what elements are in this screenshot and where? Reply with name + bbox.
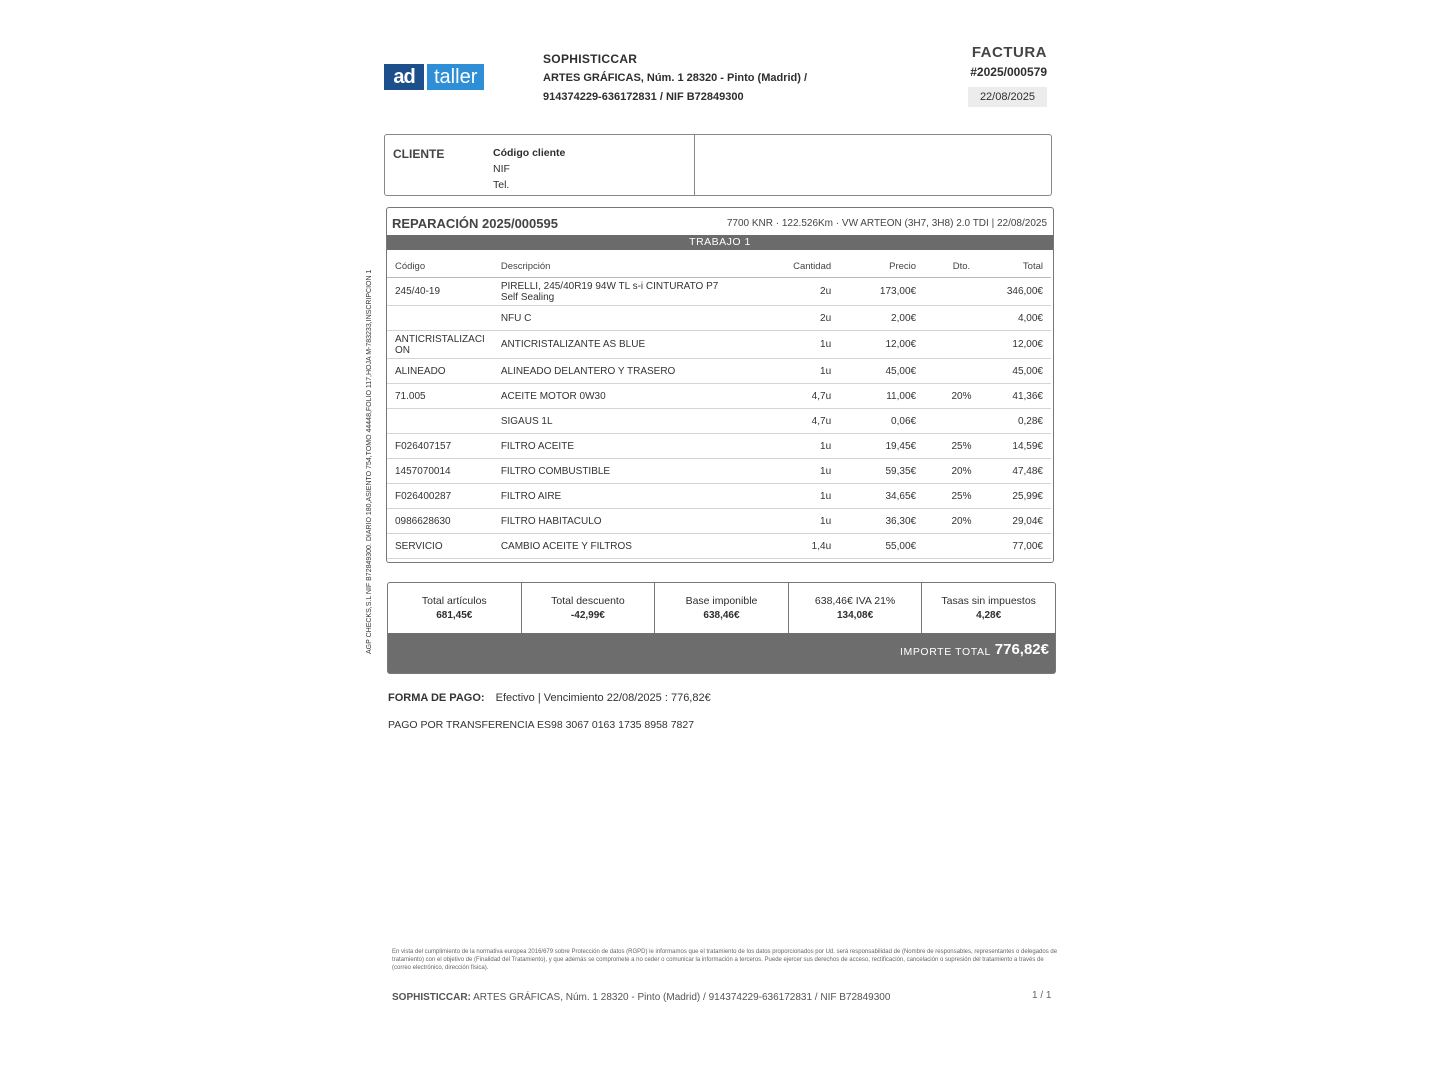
col-desc: Descripción: [493, 255, 764, 278]
item-code: ALINEADO: [387, 359, 493, 384]
item-description: PIRELLI, 245/40R19 94W TL s-i CINTURATO P7 Self Sealing: [493, 278, 764, 306]
items-table: [387, 255, 1051, 559]
footer-company: SOPHISTICCAR:: [392, 992, 471, 1003]
item-discount: 20%: [924, 509, 999, 534]
logo-taller: taller: [427, 64, 484, 90]
totals-box: [387, 582, 1056, 674]
item-quantity: 1,4u: [764, 534, 839, 559]
table-row: [387, 434, 1051, 459]
tax-base-value: 638,46€: [703, 610, 740, 621]
item-total: 45,00€: [999, 359, 1051, 384]
total-discount-label: Total descuento: [551, 595, 625, 607]
tax-base: [655, 583, 789, 633]
col-dto: Dto.: [924, 255, 999, 278]
grand-total-label: IMPORTE TOTAL: [899, 646, 991, 658]
item-price: 59,35€: [839, 459, 924, 484]
total-discount: [522, 583, 656, 633]
item-price: 0,06€: [839, 409, 924, 434]
item-price: 55,00€: [839, 534, 924, 559]
table-row: [387, 409, 1051, 434]
table-row: [387, 331, 1051, 359]
page-number: 1 / 1: [1032, 990, 1052, 1001]
item-code: [387, 409, 493, 434]
payment-due: Vencimiento 22/08/2025 : 776,82€: [543, 692, 711, 704]
item-code: 245/40-19: [387, 278, 493, 306]
iva-value: 134,08€: [837, 610, 874, 621]
tax-base-label: Base imponible: [685, 595, 758, 607]
col-qty: Cantidad: [764, 255, 839, 278]
client-nif-label: NIF: [493, 163, 510, 175]
item-discount: 25%: [924, 484, 999, 509]
total-discount-value: -42,99€: [570, 610, 605, 621]
repair-box: [386, 207, 1054, 563]
payment-label: FORMA DE PAGO:: [388, 692, 485, 704]
item-description: FILTRO ACEITE: [493, 434, 764, 459]
item-quantity: 1u: [764, 459, 839, 484]
iva-label: 638,46€ IVA 21%: [814, 595, 896, 607]
registry-text: AGP CHECKS,S.L NIF B72849300. DIARIO 180,ASIENTO 754,TOMO 44448,FOLIO 117,HOJA M-783233,INSCRIPCION 1: [366, 269, 373, 654]
item-discount: [924, 331, 999, 359]
item-total: 41,36€: [999, 384, 1051, 409]
item-discount: 25%: [924, 434, 999, 459]
item-price: 2,00€: [839, 306, 924, 331]
item-total: 346,00€: [999, 278, 1051, 306]
iva: [789, 583, 923, 633]
item-total: 14,59€: [999, 434, 1051, 459]
payment-transfer: [388, 719, 694, 731]
total-articles: [388, 583, 522, 633]
item-discount: [924, 278, 999, 306]
item-discount: [924, 306, 999, 331]
item-code: 1457070014: [387, 459, 493, 484]
item-price: 45,00€: [839, 359, 924, 384]
company-name: SOPHISTICCAR: [543, 52, 638, 66]
logo-ad: ad: [384, 64, 424, 90]
item-total: 47,48€: [999, 459, 1051, 484]
item-price: 173,00€: [839, 278, 924, 306]
item-price: 36,30€: [839, 509, 924, 534]
item-quantity: 1u: [764, 434, 839, 459]
invoice-header: [968, 44, 1047, 107]
payment-sep: |: [537, 692, 544, 704]
grand-total-bar: [388, 633, 1055, 673]
table-row: [387, 306, 1051, 331]
doc-date: 22/08/2025: [968, 87, 1047, 107]
item-total: 29,04€: [999, 509, 1051, 534]
item-quantity: 2u: [764, 278, 839, 306]
table-row: [387, 459, 1051, 484]
item-quantity: 2u: [764, 306, 839, 331]
item-code: F026407157: [387, 434, 493, 459]
item-description: FILTRO HABITACULO: [493, 509, 764, 534]
client-tel-label: Tel.: [493, 179, 510, 191]
item-discount: [924, 359, 999, 384]
footer: [392, 992, 890, 1003]
item-description: CAMBIO ACEITE Y FILTROS: [493, 534, 764, 559]
item-total: 25,99€: [999, 484, 1051, 509]
doc-number: #2025/000579: [970, 65, 1047, 79]
company-info: [543, 50, 807, 107]
company-contact: 914374229-636172831 / NIF B72849300: [543, 91, 744, 103]
tax-free-fees: [922, 583, 1055, 633]
client-box: [384, 134, 1052, 196]
item-description: FILTRO COMBUSTIBLE: [493, 459, 764, 484]
footer-address: ARTES GRÁFICAS, Núm. 1 28320 - Pinto (Madrid) / 914374229-636172831 / NIF B72849300: [473, 992, 891, 1003]
tax-free-fees-label: Tasas sin impuestos: [941, 595, 1036, 607]
item-total: 77,00€: [999, 534, 1051, 559]
client-divider: [694, 135, 695, 195]
transfer-label: PAGO POR TRANSFERENCIA: [388, 719, 535, 731]
payment-method: [388, 692, 711, 704]
item-total: 12,00€: [999, 331, 1051, 359]
item-code: ANTICRISTALIZACI ON: [387, 331, 493, 359]
client-label: CLIENTE: [393, 147, 445, 161]
item-code: [387, 306, 493, 331]
item-code: 71.005: [387, 384, 493, 409]
item-description: FILTRO AIRE: [493, 484, 764, 509]
table-row: [387, 509, 1051, 534]
tax-free-fees-value: 4,28€: [976, 610, 1002, 621]
table-row: [387, 359, 1051, 384]
item-quantity: 1u: [764, 359, 839, 384]
item-description: ALINEADO DELANTERO Y TRASERO: [493, 359, 764, 384]
item-discount: [924, 534, 999, 559]
item-quantity: 1u: [764, 484, 839, 509]
item-quantity: 1u: [764, 331, 839, 359]
company-address: ARTES GRÁFICAS, Núm. 1 28320 - Pinto (Madrid) /: [543, 72, 808, 84]
item-code: F026400287: [387, 484, 493, 509]
item-discount: 20%: [924, 384, 999, 409]
item-description: ANTICRISTALIZANTE AS BLUE: [493, 331, 764, 359]
item-price: 12,00€: [839, 331, 924, 359]
client-code-label: Código cliente: [493, 147, 566, 159]
iban: ES98 3067 0163 1735 8958 7827: [536, 719, 695, 731]
item-discount: 20%: [924, 459, 999, 484]
item-code: SERVICIO: [387, 534, 493, 559]
table-header-row: [387, 255, 1051, 278]
item-price: 11,00€: [839, 384, 924, 409]
item-description: SIGAUS 1L: [493, 409, 764, 434]
item-total: 4,00€: [999, 306, 1051, 331]
ad-taller-logo: [384, 64, 484, 90]
item-quantity: 4,7u: [764, 409, 839, 434]
total-articles-label: Total artículos: [421, 595, 487, 607]
total-articles-value: 681,45€: [436, 610, 473, 621]
col-code: Código: [387, 255, 493, 278]
item-discount: [924, 409, 999, 434]
repair-title: REPARACIÓN 2025/000595: [392, 216, 558, 231]
item-price: 34,65€: [839, 484, 924, 509]
client-info: [493, 145, 565, 193]
table-row: [387, 484, 1051, 509]
item-total: 0,28€: [999, 409, 1051, 434]
item-code: 0986628630: [387, 509, 493, 534]
table-row: [387, 384, 1051, 409]
item-description: ACEITE MOTOR 0W30: [493, 384, 764, 409]
table-row: [387, 278, 1051, 306]
grand-total-value: 776,82€: [994, 641, 1049, 658]
table-row: [387, 534, 1051, 559]
item-description: NFU C: [493, 306, 764, 331]
col-total: Total: [999, 255, 1051, 278]
item-price: 19,45€: [839, 434, 924, 459]
doc-type: FACTURA: [971, 44, 1047, 61]
payment-type: Efectivo: [495, 692, 535, 704]
col-price: Precio: [839, 255, 924, 278]
work-band: TRABAJO 1: [387, 235, 1053, 250]
vehicle-info: 7700 KNR · 122.526Km · VW ARTEON (3H7, 3H8) 2.0 TDI | 22/08/2025: [726, 218, 1047, 229]
item-quantity: 4,7u: [764, 384, 839, 409]
legal-notice: En vista del cumplimiento de la normativa europea 2016/679 sobre Protección de datos (RGPD) le informamos que el tratamiento de los datos proporcionados por Ud. será responsabilidad de (Nombre de responsables, representantes o delegados de tratamiento) con el objetivo de (Finalidad del Tratamiento), y que además se compromete a no ceder o comunicar la información a terceros. Puede ejercer sus derechos de acceso, rectificación, cancelación o supresión del tratamiento a través de (correo electrónico, dirección física).: [392, 949, 1058, 971]
item-quantity: 1u: [764, 509, 839, 534]
